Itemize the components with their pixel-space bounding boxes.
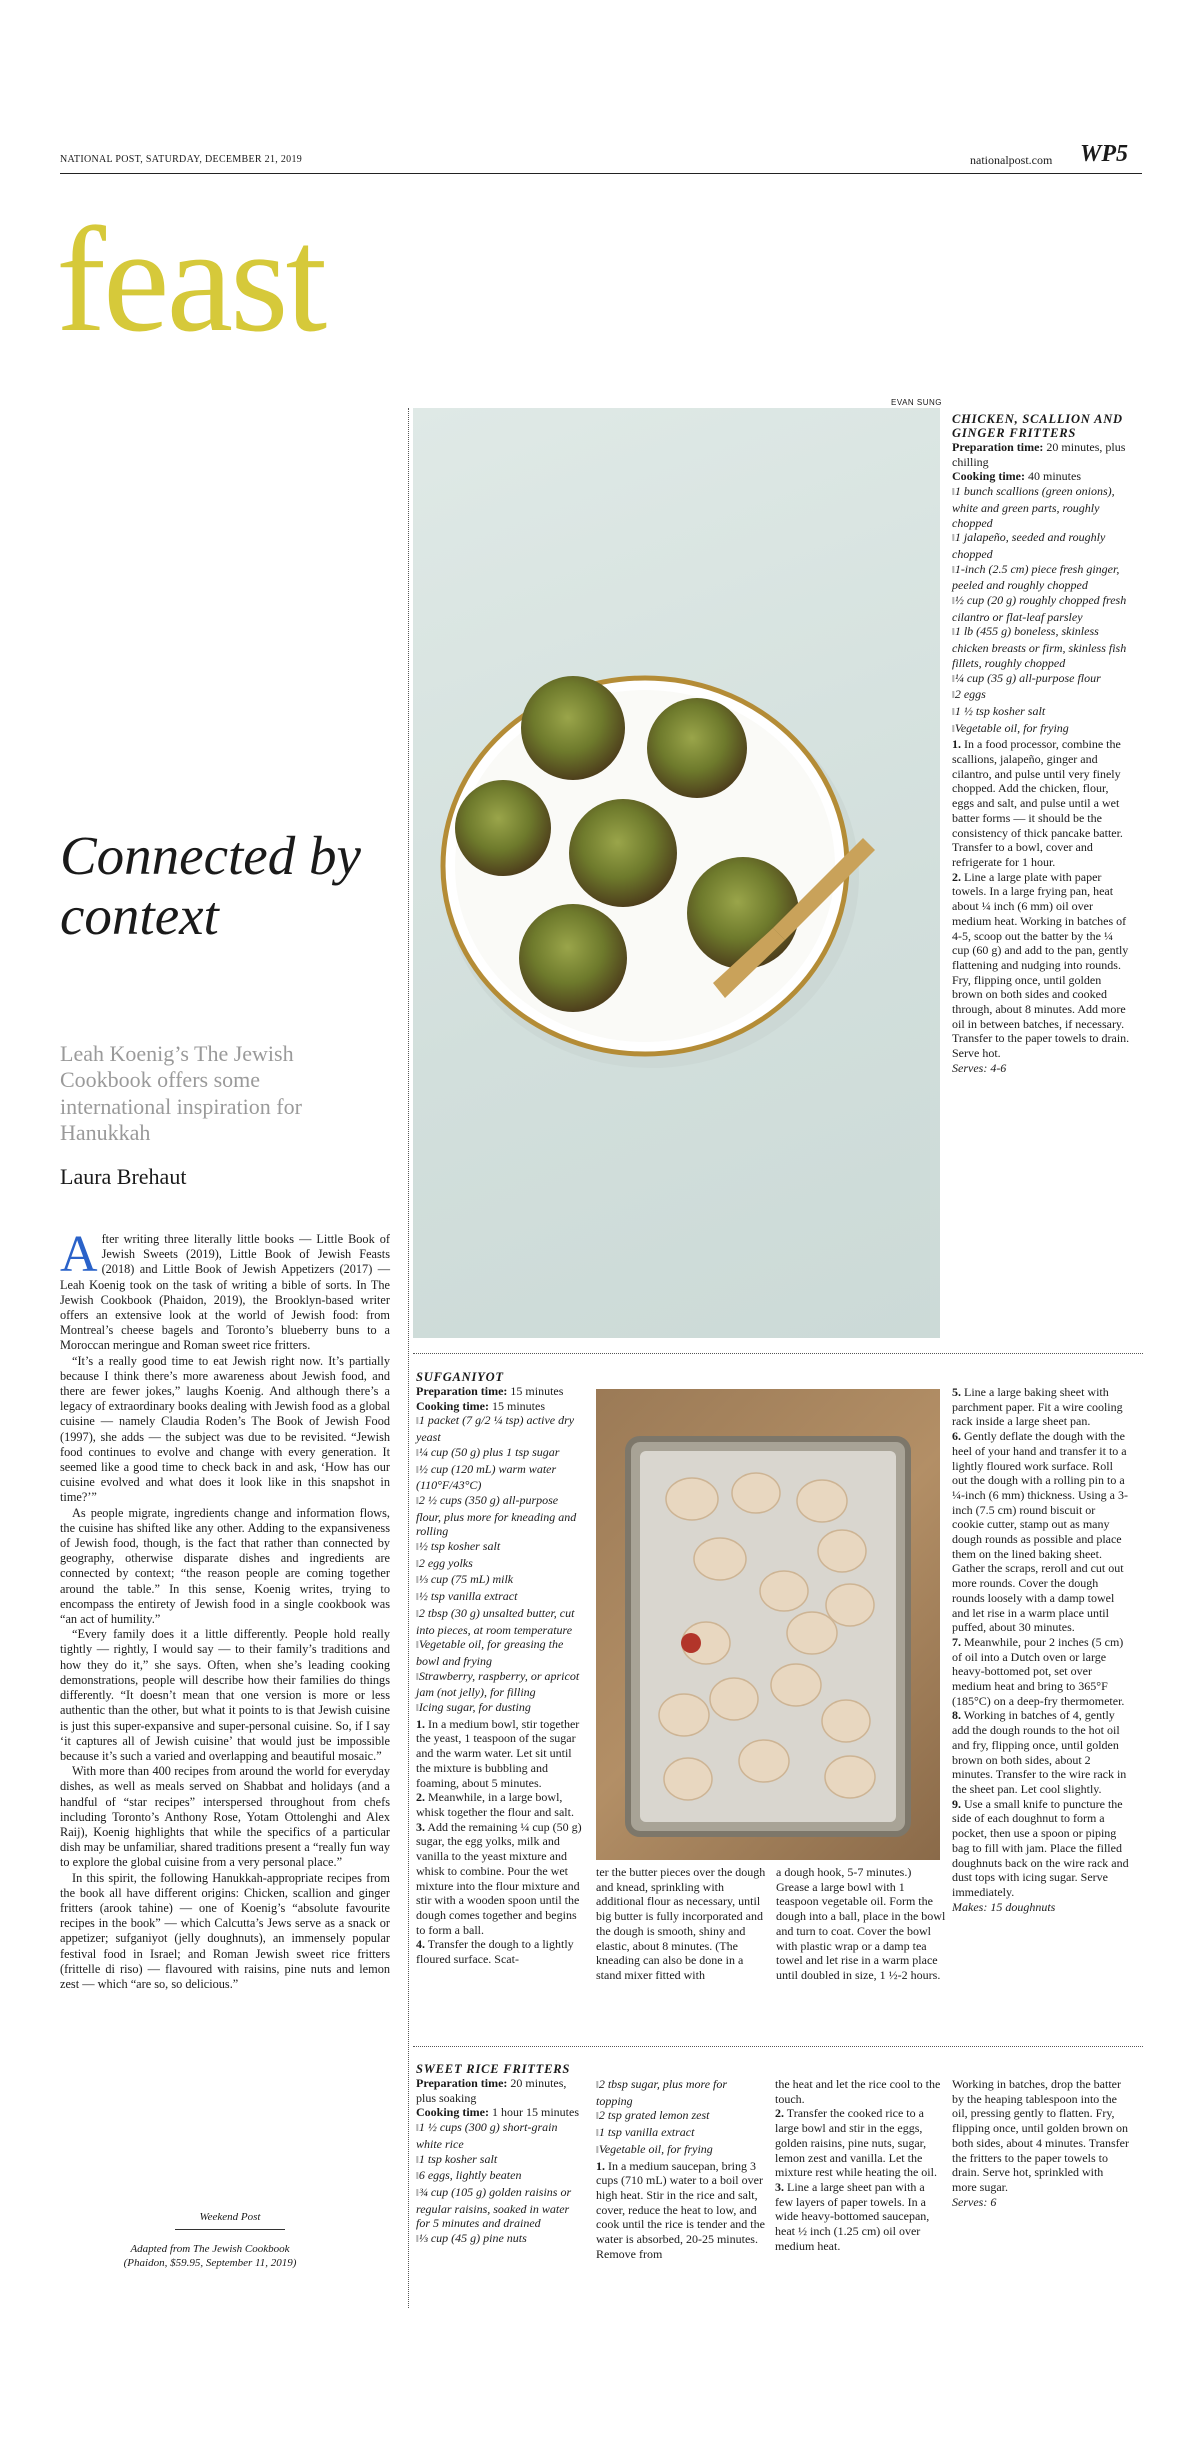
recipe-title: SWEET RICE FRITTERS [416,2062,571,2076]
servings: Serves: 4-6 [952,1060,1007,1075]
ingredient: ‖ Vegetable oil, for frying [952,721,1130,738]
recipe-step: 8. Working in batches of 4, gently add the dough rounds to the hot oil and fry, flipping once, until golden brown on both sides, about 2 minutes. Transfer to the wire rack in the sheet pan. Let cool slightly. [952,1708,1127,1796]
ingredient: ‖ 1 jalapeño, seeded and roughly chopped [952,530,1130,561]
recipe-step: 9. Use a small knife to puncture the side of each doughnut to form a pocket, then use a spoon or piping bag to fill with jam. Place the filled doughnuts back on the wire rack and dust tops with icing sugar. Serve immediately. [952,1796,1129,1899]
ingredient: ‖ ¼ cup (35 g) all-purpose flour [952,671,1130,688]
signoff: Weekend Post [199,2211,261,2223]
recipe-step: 2. Transfer the cooked rice to a large bowl and stir in the eggs, golden raisins, pine nuts, sugar, lemon zest and vanilla. Let the mixture rest while heating the oil. [775,2106,937,2180]
ingredient: ‖ 1 tsp kosher salt [416,2152,586,2169]
newspaper-dateline: NATIONAL POST, SATURDAY, DECEMBER 21, 2019 [60,154,303,165]
fritters-photo [413,408,940,1338]
ingredient: ‖ 2 eggs [952,687,1130,704]
recipe-continuation: a dough hook, 5-7 minutes.) Grease a large bowl with 1 teaspoon vegetable oil. Form the dough into a ball, place in the bowl and turn to coat. Cover the bowl with plastic wrap or a damp tea towel and let rise in a warm place until doubled in size, 1 ½-2 hours. [776,1865,946,1982]
ingredient: ‖ ¼ cup (50 g) plus 1 tsp sugar [416,1445,586,1462]
prep-time: Preparation time: 15 minutes [416,1384,564,1398]
ingredient: ‖ 1 lb (455 g) boneless, skinless chicken breasts or firm, skinless fish fillets, roughly chopped [952,624,1130,670]
ingredient: ‖ Strawberry, raspberry, or apricot jam (not jelly), for filling [416,1669,586,1700]
section-title: feast [56,197,325,363]
recipe-step: 1. In a food processor, combine the scallions, jalapeño, ginger and cilantro, and pulse until very finely chopped. Add the chicken, flour, eggs and salt, and pulse until a wet batter forms — it should be the consistency of thick pancake batter. Transfer to a bowl, cover and refrigerate for 1 hour. [952,737,1123,869]
servings: Serves: 6 [952,2194,997,2209]
paragraph: With more than 400 recipes from around the world for everyday dishes, as well as meals served on Shabbat and holidays (and a handful of “star recipes” interspersed throughout from chefs including Toronto’s Anthony Rose, Yotam Ottolenghi and Alex Raij), Koenig highlights that while the specifics of a particular dish may be unfamiliar, shared traditions present a “really fun way to explore the global cuisine from a very personal place.” [60,1764,390,1870]
recipe-step: 2. Meanwhile, in a large bowl, whisk together the flour and salt. [416,1790,574,1819]
paragraph: As people migrate, ingredients change and information flows, the cuisine has shifted like any other. Adding to the expansiveness of Jewish food, though, is the fact that rather than connected by geography, otherwise disparate dishes and ingredients are connected by context; “the reason people are coming together around the table.” In this sense, Koenig writes, trying to encompass the entirety of Jewish food in a single cookbook was “an act of humility.” [60,1505,390,1627]
signoff-rule [175,2229,285,2230]
recipe-step: 7. Meanwhile, pour 2 inches (5 cm) of oil into a Dutch oven or large heavy-bottomed pot, set over medium heat and bring to 365°F (185°C) on a deep-fry thermometer. [952,1634,1125,1708]
byline: Laura Brehaut [60,1164,187,1189]
recipe-chicken-fritters [952,412,1130,1076]
ingredient: ‖ 2 egg yolks [416,1556,586,1573]
recipe-sufganiyot-steps [952,1385,1130,1914]
ingredient: ‖ 1-inch (2.5 cm) piece fresh ginger, peeled and roughly chopped [952,562,1130,593]
ingredient: ‖ 1 tsp vanilla extract [596,2125,766,2142]
ingredient: ‖ 1 ½ cups (300 g) short-grain white rice [416,2120,586,2151]
recipe-sufganiyot [416,1370,586,1967]
recipe-step: 1. In a medium bowl, stir together the yeast, 1 teaspoon of the sugar and the warm water. Let sit until the mixture is bubbling and foaming, about 5 minutes. [416,1716,580,1790]
column-rule [408,408,409,2308]
ingredient: ‖ ¾ cup (105 g) golden raisins or regular raisins, soaked in water for 5 minutes and drained [416,2185,586,2231]
paragraph: In this spirit, the following Hanukkah-appropriate recipes from the book all have different origins: Chicken, scallion and ginger fritters (arook tahine) — one of Koenig’s “absolute favourite recipes in the book” — which Calcutta’s Jews serve as a snack or appetizer; sufganiyot (jelly doughnuts), an immensely popular festival food in Israel; and Roman Jewish sweet rice fritters (frittelle di riso) — flavoured with raisins, pine nuts and lemon zest — which “are so, so delicious.” [60,1870,390,1991]
recipe-continuation: ter the butter pieces over the dough and knead, sprinkling with additional flour as necessary, until big butter is fully incorporated and the dough is smooth, shiny and elastic, about 8 minutes. (The kneading can also be done in a stand mixer fitted with [596,1865,766,1982]
photo-credit: EVAN SUNG [891,398,943,407]
recipe-title: CHICKEN, SCALLION AND GINGER FRITTERS [952,412,1123,440]
recipe-step: 4. Transfer the dough to a lightly floured surface. Scat- [416,1937,574,1967]
headline: Connected by context [60,825,361,946]
ingredient: ‖ Vegetable oil, for frying [596,2142,766,2159]
doughnuts-photo [596,1389,940,1860]
doughnuts-tray-image [596,1389,940,1860]
ingredient: ‖ 2 ½ cups (350 g) all-purpose flour, plus more for kneading and rolling [416,1493,586,1539]
drop-cap: A [60,1226,98,1283]
prep-time: Preparation time: 20 minutes, plus soaking [416,2076,567,2105]
ingredient: ‖ Icing sugar, for dusting [416,1700,586,1717]
ingredient: ‖ ½ tsp vanilla extract [416,1589,586,1606]
ingredient: ‖ ½ cup (20 g) roughly chopped fresh cilantro or flat-leaf parsley [952,593,1130,624]
recipe-step: 2. Line a large plate with paper towels. In a large frying pan, heat about ¼ inch (6 mm) oil over medium heat. Working in batches of 4-5, scoop out the batter by the ¼ cup (60 g) and add to the pan, gently flattening and nudging into rounds. Fry, flipping once, until golden brown on both sides and cooked through, about 8 minutes. Add more oil in between batches, if necessary. Transfer to the paper towels to drain. Serve hot. [952,869,1130,1061]
ingredient: ‖ 1 packet (7 g/2 ¼ tsp) active dry yeast [416,1413,586,1444]
recipe-step: 1. In a medium saucepan, bring 3 cups (710 mL) water to a boil over high heat. Stir in the rice and salt, cover, reduce the heat to low, and cook until the rice is tender and the water is absorbed, 20-25 minutes. Remove from [596,2158,765,2261]
deck: Leah Koenig’s The Jewish Cookbook offers some international inspiration for Hanukkah [60,1041,302,1146]
section-rule [413,2046,1143,2047]
paragraph: After writing three literally little books — Little Book of Jewish Sweets (2019), Little Book of Jewish Feasts (2018) and Little Book of Jewish Appetizers (2017) — Leah Koenig took on the task of writing a bible of sorts. In The Jewish Cookbook (Phaidon, 2019), the Brooklyn-based writer offers an extensive look at the world of Jewish food: from Montreal’s cheese bagels and Toronto’s blueberry buns to a Moroccan meringue and Roman sweet rice fritters. [60,1226,390,1353]
prep-time: Preparation time: 20 minutes, plus chilling [952,440,1126,469]
recipe-step: 5. Line a large baking sheet with parchment paper. Fit a wire cooling rack inside a large sheet pan. [952,1385,1123,1429]
cook-time: Cooking time: 40 minutes [952,469,1081,484]
cook-time: Cooking time: 1 hour 15 minutes [416,2105,579,2120]
header-rule [60,173,1142,174]
ingredient: ‖ ⅓ cup (45 g) pine nuts [416,2231,586,2248]
ingredient: ‖ Vegetable oil, for greasing the bowl and frying [416,1637,586,1668]
ingredient: ‖ ½ cup (120 mL) warm water (110°F/43°C) [416,1462,586,1493]
paragraph: “It’s a really good time to eat Jewish right now. It’s partially because I think there’s more awareness about Jewish food, and there are fewer jokes,” laughs Koenig. And although there’s a legacy of extraordinary books dealing with Jewish food as a global cuisine — namely Claudia Roden’s The Book of Jewish Food (1997), she adds — the subject was due to be revisited. “Jewish food continues to evolve and change with every generation. It seemed like a good time to check back in and ask, ‘How has our cuisine evolved and what does it look like in this snapshot in time?’” [60,1353,390,1505]
recipe-continuation: Working in batches, drop the batter by the heaping tablespoon into the oil, pressing gently to flatten. Fry, flipping once, until golden brown on both sides, about 4 minutes. Transfer the fritters to the paper towels to drain. Serve hot, sprinkled with more sugar. Serves: 6 [952,2077,1129,2209]
recipe-step: 3. Line a large sheet pan with a few layers of paper towels. In a wide heavy-bottomed saucepan, heat ½ inch (1.25 cm) oil over medium heat. [775,2179,930,2253]
paragraph: “Every family does it a little differently. People hold really tightly — rightly, I would say — to their family’s traditions and how they do it,” she says. Often, when she’s leading cooking demonstrations, people will describe how their families do things differently. “It doesn’t mean that one version is more or less authentic than the other, but what it points to is that Jewish cuisine is just this super-expansive and super-personal cuisine. So, if I say ‘it captures all of Jewish cuisine’ that would just be impossible because it’s such a varied and overlapping and beautiful mosaic.” [60,1627,390,1763]
ingredient: ‖ ⅓ cup (75 mL) milk [416,1572,586,1589]
ingredient: ‖ ½ tsp kosher salt [416,1539,586,1556]
fritters-plate-image [413,408,940,1338]
ingredient: ‖ 6 eggs, lightly beaten [416,2168,586,2185]
article-body [60,1226,390,1992]
ingredient: ‖ 1 ½ tsp kosher salt [952,704,1130,721]
recipe-sweet-rice-fritters [416,2062,586,2248]
recipe-continuation: the heat and let the rice cool to the touch. 2. Transfer the cooked rice to a large bowl and stir in the eggs, golden raisins, pine nuts, sugar, lemon zest and vanilla. Let the mixture rest while heating the oil. 3. Line a large sheet pan with a few layers of paper towels. In a wide heavy-bottomed saucepan, heat ½ inch (1.25 cm) oil over medium heat. [775,2077,943,2253]
recipe-title: SUFGANIYOT [416,1370,504,1384]
ingredient: ‖ 2 tsp grated lemon zest [596,2108,766,2125]
recipe-step: 6. Gently deflate the dough with the heel of your hand and transfer it to a lightly floured work surface. Roll out the dough with a rolling pin to a ¼-inch (6 mm) thickness. Using a 3-inch (7.5 cm) round biscuit or cookie cutter, stamp out as many dough rounds as possible and place them on the lined baking sheet. Gather the scraps, reroll and cut out more rounds. Cover the dough rounds loosely with a damp towel and let rise in a warm place until puffed, about 30 minutes. [952,1429,1128,1635]
book-credit: Adapted from The Jewish Cookbook (Phaidon, $59.95, September 11, 2019) [123,2243,297,2269]
yield: Makes: 15 doughnuts [952,1899,1056,1914]
section-rule [413,1353,1143,1354]
page-number: WP5 [1080,141,1128,167]
site-url: nationalpost.com [970,153,1053,167]
ingredient: ‖ 1 bunch scallions (green onions), white and green parts, roughly chopped [952,484,1130,530]
cook-time: Cooking time: 15 minutes [416,1398,545,1413]
ingredient: ‖ 2 tbsp (30 g) unsalted butter, cut into pieces, at room temperature [416,1606,586,1637]
ingredient: ‖ 2 tbsp sugar, plus more for topping [596,2077,766,2108]
recipe-continuation [596,2077,766,2261]
recipe-step: 3. Add the remaining ¼ cup (50 g) sugar, the egg yolks, milk and vanilla to the yeast mixture and whisk to combine. Pour the wet mixture into the flour mixture and stir with a wooden spoon until the dough comes together and begins to form a ball. [416,1819,582,1937]
